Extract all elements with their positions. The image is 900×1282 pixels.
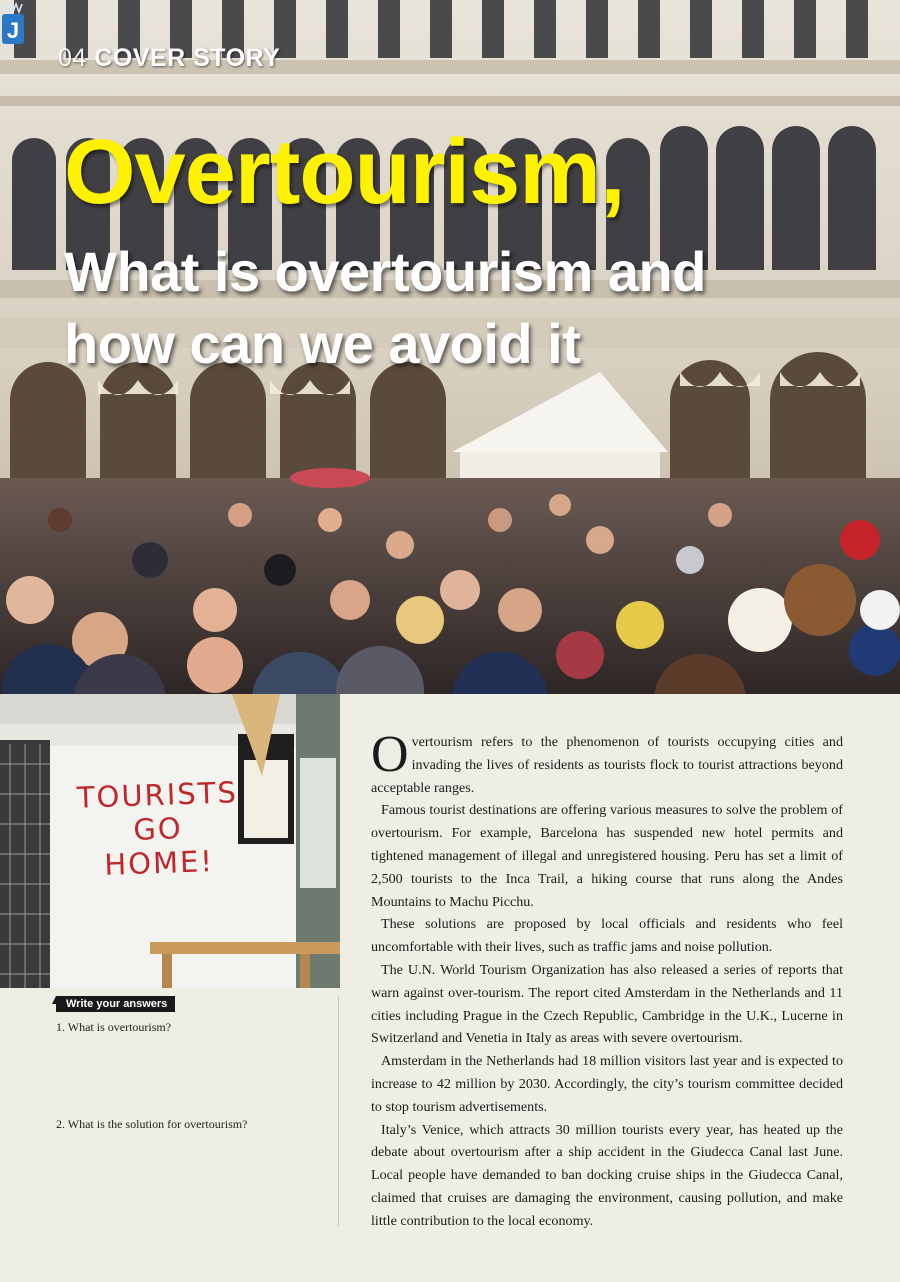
article-paragraph-3: These solutions are proposed by local officials and residents who feel uncomfortable with their lives, such as traffic jams and noise pollution. [371,916,843,956]
question-2: 2. What is the solution for overtourism? [56,1117,248,1131]
brand-logo-icon [0,0,26,46]
article-paragraph-2: Famous tourist destinations are offering various measures to solve the problem of overtourism. For example, Barcelona has suspended new hotel permits and tightened management of illegal and unregistered housing. Peru has set a limit of 2,500 tourists to the Inca Trail, a hiking course that runs along the Andes Mountains to Machu Picchu. [371,802,843,910]
article-paragraph-6: Italy’s Venice, which attracts 30 million tourists every year, has heated up the debate about overtourism after a ship accident in the Giudecca Canal last June. Local people have demanded to ban docking cruise ships in the Giudecca Canal, claimed that cruises are damaging the environment, causing pollution, and make little contribution to the local economy. [371,1121,843,1229]
subheadline: What is overtourism and how can we avoid it [64,240,706,375]
article-paragraph-4: The U.N. World Tourism Organization has also released a series of reports that warn against over-tourism. The report cited Amsterdam in the Netherlands and 11 cities including Prague in the Czech Republic, Cambridge in the U.K., Lucerne in Switzerland and Venetia in Italy as areas with severe overtourism. [371,961,843,1047]
graffiti-text [76,775,239,883]
graffiti-line-1: TOURISTS [76,775,239,815]
drop-cap: O [371,726,409,783]
section-label [58,44,280,73]
graffiti-line-2: GO [132,811,184,847]
logo-letter: J [6,18,20,43]
page-number: 04 [58,44,87,72]
article-paragraph-1: Overtourism refers to the phenomenon of tourists occupying cities and invading the lives of residents as tourists flock to tourist attractions beyond acceptable ranges. [371,726,843,796]
article-body [371,726,843,1233]
headline: Overtourism, [64,121,625,223]
section-title: COVER STORY [94,44,281,72]
graffiti-line-3: HOME! [103,844,215,882]
answers-tag: Write your answers [56,996,175,1012]
question-1: 1. What is overtourism? [56,1020,172,1034]
article-paragraph-5: Amsterdam in the Netherlands had 18 million visitors last year and is expected to increase to 42 million by 2030. Accordingly, the city’s tourism committee decided to stop tourism advertisements. [371,1053,843,1115]
